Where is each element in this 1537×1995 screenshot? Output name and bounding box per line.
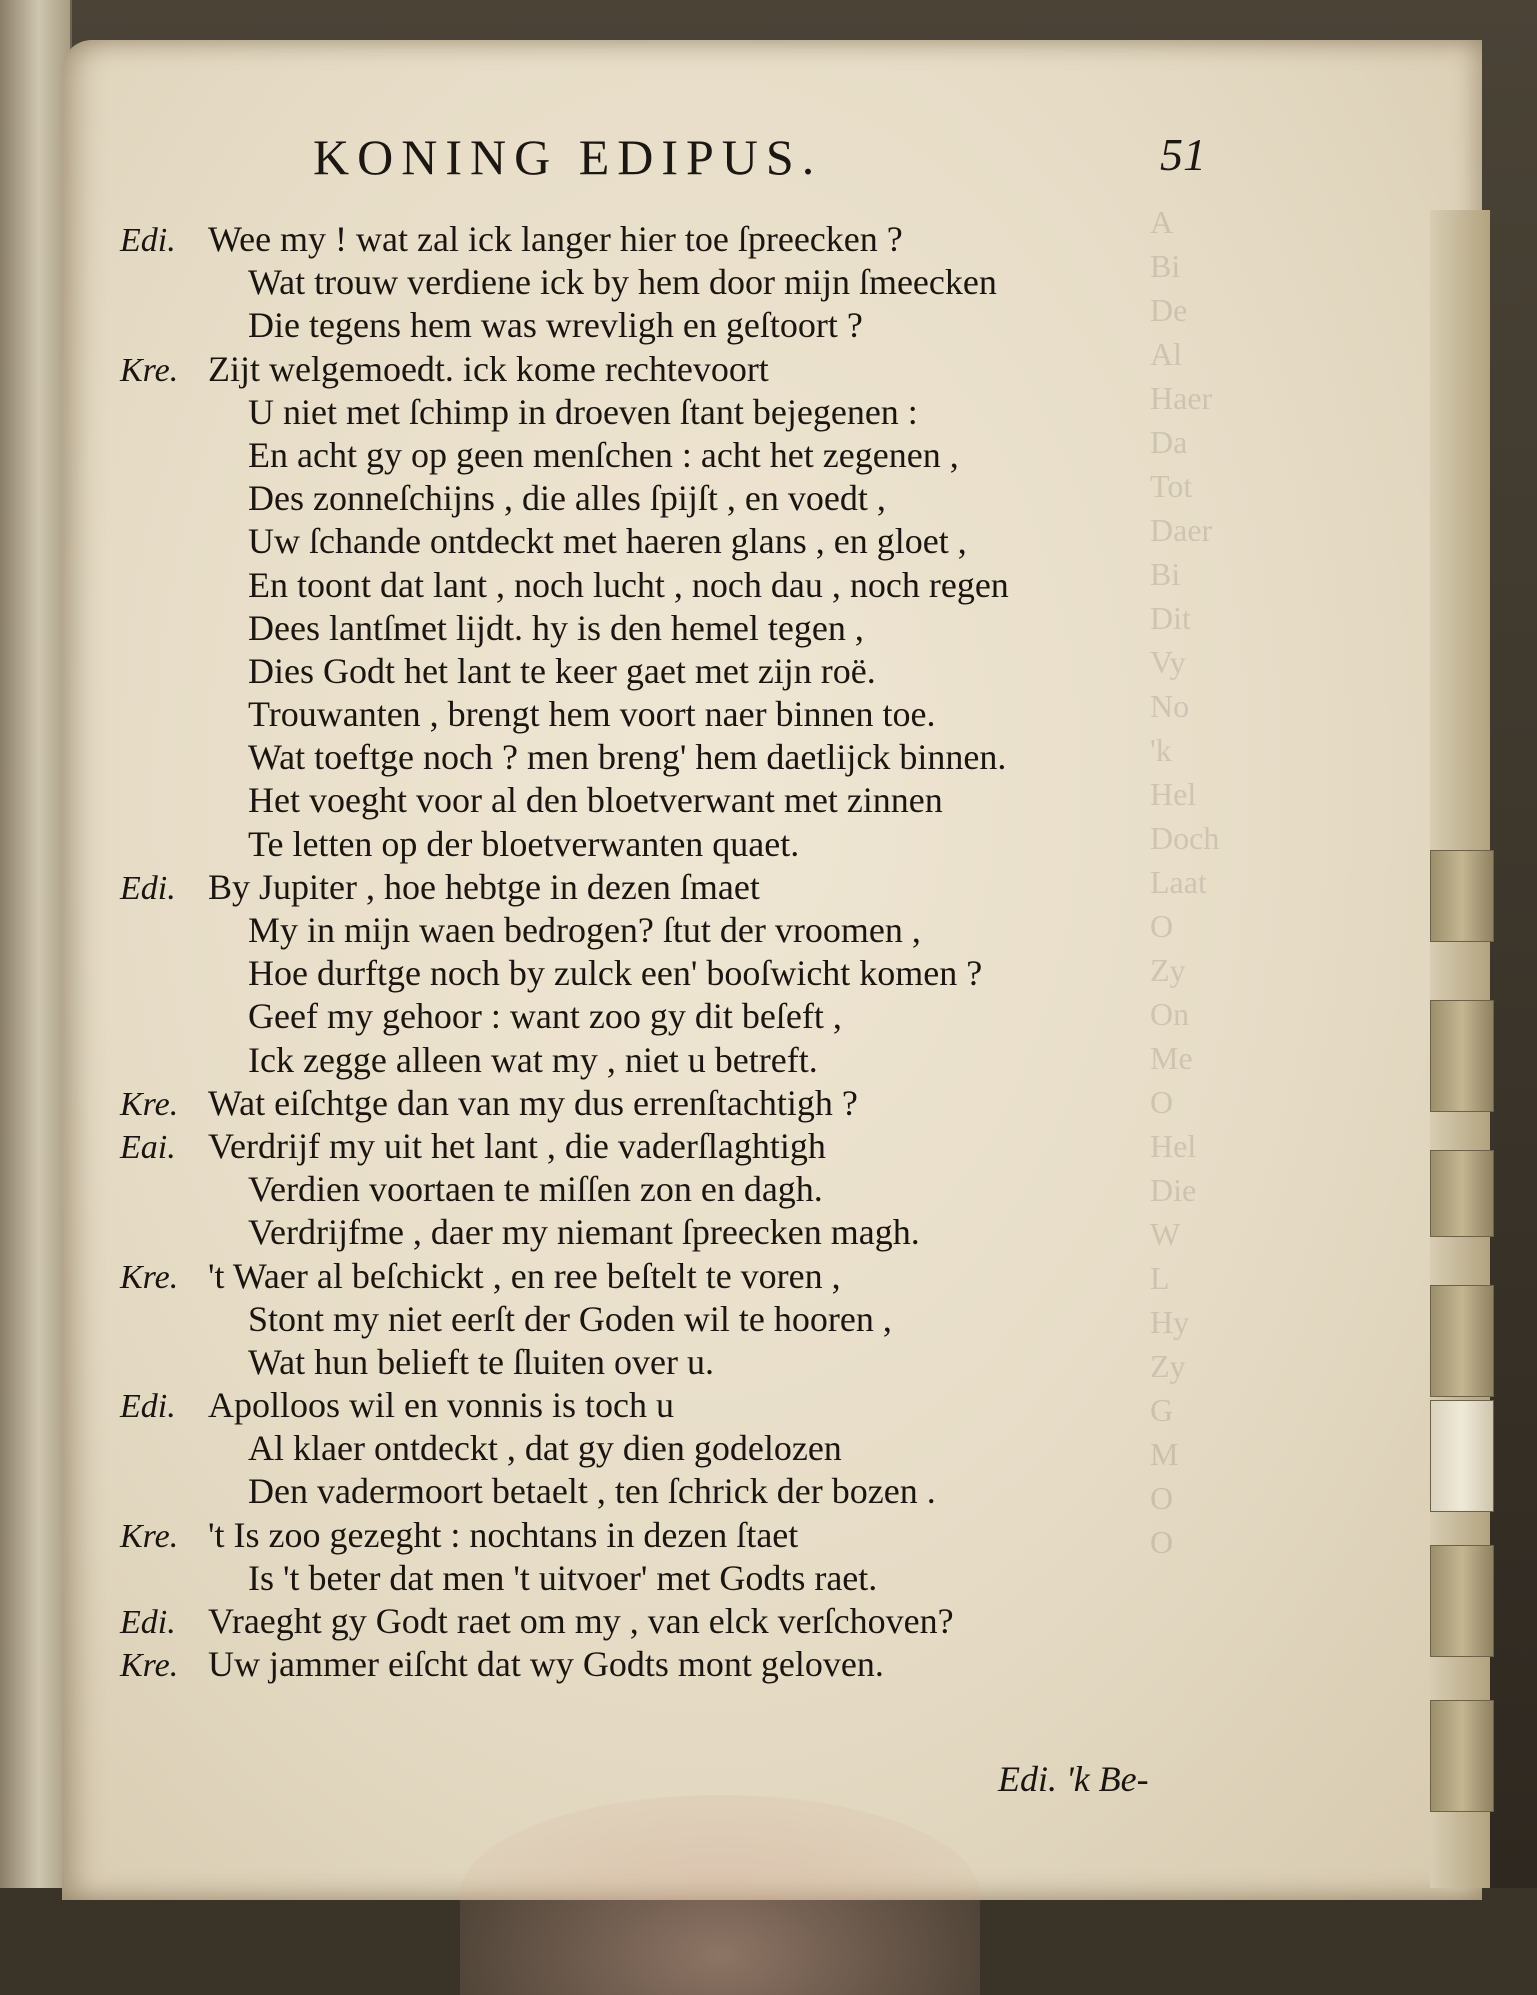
verse-line-text: Uw ſchande ontdeckt met haeren glans , en gloet , bbox=[248, 521, 967, 562]
verse-line-text: Apolloos wil en vonnis is toch u bbox=[208, 1385, 674, 1426]
speaker-label: Kre. bbox=[120, 1258, 179, 1296]
speaker-label: Kre. bbox=[120, 1517, 179, 1555]
verse-line-text: Wee my ! wat zal ick langer hier toe ſpreecken ? bbox=[208, 219, 903, 259]
verse-line bbox=[120, 564, 1140, 607]
verse-line-text: Stont my niet eerſt der Goden wil te hooren , bbox=[248, 1298, 892, 1339]
verse-line-text: Te letten op der bloetverwanten quaet. bbox=[248, 823, 800, 864]
verse-line-text: Die tegens hem was wrevligh en geſtoort ? bbox=[248, 305, 863, 346]
verse-line bbox=[120, 1384, 1140, 1427]
verse-line-text: By Jupiter , hoe hebtge in dezen ſmaet bbox=[208, 866, 760, 907]
verse-line bbox=[120, 650, 1140, 693]
running-title: KONING EDIPUS. bbox=[313, 129, 823, 185]
catchword: Edi. 'k Be- bbox=[998, 1759, 1149, 1799]
verse-line-text: Hoe durftge noch by zulck een' booſwicht komen ? bbox=[248, 953, 983, 994]
verse-line-text: Vraeght gy Godt raet om my , van elck verſchoven? bbox=[208, 1601, 954, 1641]
page-tab bbox=[1430, 1700, 1494, 1812]
verse-line bbox=[120, 1427, 1140, 1470]
verse-line bbox=[120, 477, 1140, 520]
verse-line-text: Trouwanten , brengt hem voort naer binnen toe. bbox=[248, 694, 936, 735]
verse-line bbox=[120, 218, 1140, 261]
page-tab bbox=[1430, 1000, 1494, 1112]
page-tab bbox=[1430, 1285, 1494, 1397]
verse-line bbox=[120, 1470, 1140, 1513]
speaker-label: Kre. bbox=[120, 1085, 179, 1123]
verse-line bbox=[120, 1643, 1140, 1686]
verse-line bbox=[120, 1298, 1140, 1341]
show-through-text: A Bi De Al Haer Da Tot Daer Bi Dit Vy No 'k Hel Doch Laat O Zy On Me O Hel Die W L Hy Zy G M O O bbox=[1150, 204, 1220, 1560]
verse-line-text: Verdien voortaen te miſſen zon en dagh. bbox=[248, 1169, 823, 1210]
verse-line bbox=[120, 736, 1140, 779]
verse-line-text: Wat eiſchtge dan van my dus errenſtachtigh ? bbox=[208, 1082, 858, 1123]
page-tab bbox=[1430, 1150, 1494, 1237]
verse-line bbox=[120, 348, 1140, 391]
verse-line-text: Wat toeftge noch ? men breng' hem daetlijck binnen. bbox=[248, 737, 1007, 778]
verse-line bbox=[120, 693, 1140, 736]
verse-line-text: En toont dat lant , noch lucht , noch dau , noch regen bbox=[248, 564, 1009, 605]
verse-line bbox=[120, 1341, 1140, 1384]
speaker-label: Edi. bbox=[120, 1604, 176, 1641]
page-tab bbox=[1430, 850, 1494, 942]
verse-line-text: Geef my gehoor : want zoo gy dit beſeft , bbox=[248, 996, 842, 1037]
verse-line-text: My in mijn waen bedrogen? ſtut der vroomen , bbox=[248, 910, 921, 950]
verse-line-text: Ick zegge alleen wat my , niet u betreft. bbox=[248, 1039, 818, 1080]
verse-line-text: Den vadermoort betaelt , ten ſchrick der bozen . bbox=[248, 1471, 936, 1512]
verse-line-text: Dees lantſmet lijdt. hy is den hemel tegen , bbox=[248, 607, 864, 648]
verse-line-text: Des zonneſchijns , die alles ſpijſt , en voedt , bbox=[248, 478, 886, 519]
verse-line bbox=[120, 1211, 1140, 1254]
verse-line-text: Het voeght voor al den bloetverwant met zinnen bbox=[248, 780, 943, 821]
verse-line-text: U niet met ſchimp in droeven ſtant bejegenen : bbox=[248, 391, 918, 432]
verse-line bbox=[120, 995, 1140, 1038]
verse-line bbox=[120, 304, 1140, 347]
verse-line-text: Verdrijf my uit het lant , die vaderſlaghtigh bbox=[208, 1125, 826, 1166]
verse-line bbox=[120, 520, 1140, 563]
verse-line bbox=[120, 1600, 1140, 1643]
verse-line bbox=[120, 1082, 1140, 1125]
verse-line bbox=[120, 1168, 1140, 1211]
verse-line bbox=[120, 1125, 1140, 1168]
verse-line bbox=[120, 823, 1140, 866]
page-tab bbox=[1430, 1400, 1494, 1512]
verse-line bbox=[120, 779, 1140, 822]
verse-text bbox=[120, 218, 1140, 1686]
verse-line-text: Is 't beter dat men 't uitvoer' met Godts raet. bbox=[248, 1557, 878, 1598]
speaker-label: Edi. bbox=[120, 222, 176, 259]
verse-line bbox=[120, 434, 1140, 477]
verse-line-text: Verdrijfme , daer my niemant ſpreecken magh. bbox=[248, 1212, 920, 1253]
verse-line-text: Dies Godt het lant te keer gaet met zijn roë. bbox=[248, 650, 876, 691]
verse-line-text: 't Is zoo gezeght : nochtans in dezen ſtaet bbox=[208, 1514, 799, 1555]
verse-line-text: 't Waer al beſchickt , en ree beſtelt te voren , bbox=[208, 1255, 841, 1296]
speaker-label: Edi. bbox=[120, 869, 176, 907]
verse-line bbox=[120, 261, 1140, 304]
page-header bbox=[0, 128, 1537, 198]
verse-line bbox=[120, 1557, 1140, 1600]
verse-line bbox=[120, 1039, 1140, 1082]
verse-line-text: Uw jammer eiſcht dat wy Godts mont geloven. bbox=[208, 1644, 884, 1685]
verse-line-text: Wat hun belieft te ſluiten over u. bbox=[248, 1341, 714, 1382]
page-tab bbox=[1430, 1545, 1494, 1657]
verse-line-text: Wat trouw verdiene ick by hem door mijn ſmeecken bbox=[248, 262, 997, 303]
verse-line bbox=[120, 391, 1140, 434]
verse-line bbox=[120, 1255, 1140, 1298]
speaker-label: Eai. bbox=[120, 1128, 176, 1166]
finger-shadow bbox=[460, 1795, 980, 1995]
verse-line-text: Zijt welgemoedt. ick kome rechtevoort bbox=[208, 348, 769, 389]
speaker-label: Kre. bbox=[120, 1647, 179, 1685]
verse-line bbox=[120, 607, 1140, 650]
verse-line bbox=[120, 866, 1140, 909]
speaker-label: Edi. bbox=[120, 1388, 176, 1426]
verse-line-text: Al klaer ontdeckt , dat gy dien godelozen bbox=[248, 1428, 842, 1469]
verse-line bbox=[120, 1514, 1140, 1557]
page-number: 51 bbox=[1160, 129, 1206, 180]
verse-line bbox=[120, 952, 1140, 995]
verse-line bbox=[120, 909, 1140, 952]
verse-line-text: En acht gy op geen menſchen : acht het zegenen , bbox=[248, 434, 959, 475]
speaker-label: Kre. bbox=[120, 351, 179, 389]
